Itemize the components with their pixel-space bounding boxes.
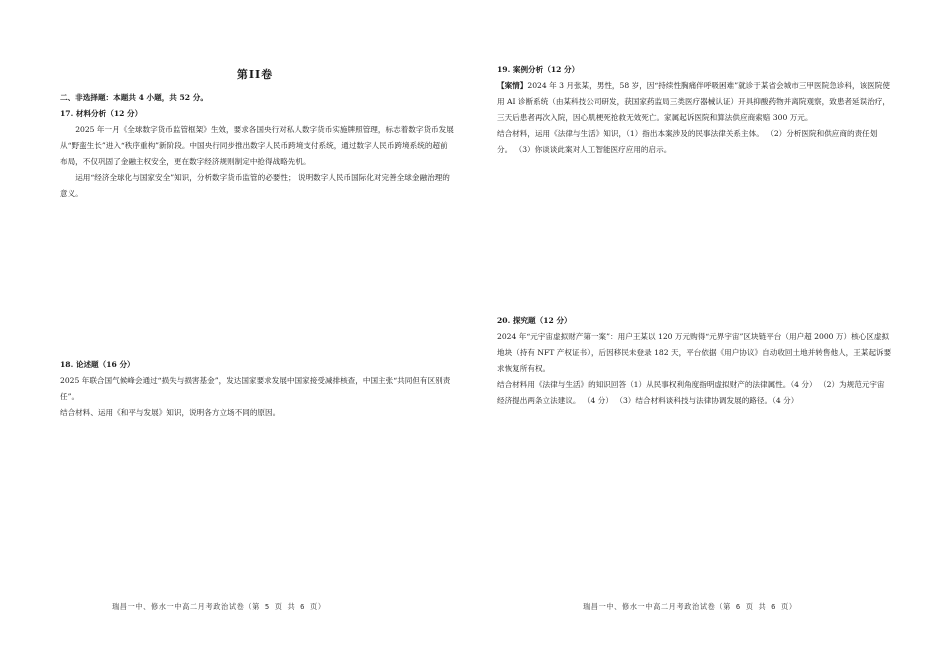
- question-18-heading: 18. 论述题（16 分）: [60, 360, 135, 369]
- question-17-heading: 17. 材料分析（12 分）: [60, 109, 143, 118]
- question-18-material: 2025 年联合国气候峰会通过“损失与损害基金”，发达国家要求发展中国家接受减排核查，中国主张“共同但有区别责任”。: [60, 376, 451, 401]
- question-17-material: 2025 年一月《全球数字货币监管框架》生效，要求各国央行对私人数字货币实施牌照管理，标志着数字货币发展从“野蛮生长”进入“秩序重构”新阶段。中国央行同步推出数字人民币跨境支付系统，通过数字人民币跨境系统的超前布局，不仅巩固了金融主权安全，更在数字经济规则制定中抢得战略先机。: [60, 125, 454, 166]
- question-18-prompt: 结合材料、运用《和平与发展》知识，说明各方立场不同的原因。: [60, 408, 281, 417]
- case-text: 2024 年 3 月张某，男性，58 岁，因“持续性胸痛伴呼吸困难”就诊于某省会城市三甲医院急诊科，该医院使用 AI 诊断系统（由某科技公司研发，获国家药监局三类医疗器械认证）开具抑酸药物并离院观察，致患者延误治疗，三天后患者再次入院，因心肌梗死抢救无效死亡。家属起诉医院和算法供应商索赔 300 万元。: [497, 81, 890, 122]
- question-20-block: [497, 313, 892, 409]
- question-17-prompt: 运用“经济全球化与国家安全”知识，分析数字货币监管的必要性； 说明数字人民币国际化对完善全球金融治理的意义。: [60, 173, 450, 198]
- page-footer-right: 瑞昌一中、修水一中高二月考政治试卷（第 6 页 共 6 页）: [583, 602, 797, 611]
- question-19-case: [497, 78, 892, 126]
- question-18-block: [60, 357, 455, 421]
- volume-title: 第II卷: [236, 68, 274, 81]
- question-20-prompt: 结合材料用《法律与生活》的知识回答（1）从民事权利角度指明虚拟财产的法律属性。（4 分） （2）为规范元宇宙经济提出两条立法建议。 （4 分） （3）结合材料谈科技与法律协调发展的路径。（4 分）: [497, 380, 885, 405]
- section-heading: 二、非选择题：本题共 4 小题，共 52 分。: [60, 93, 208, 102]
- case-label: 【案情】: [497, 81, 528, 90]
- right-page: [475, 0, 950, 658]
- question-19-block: [497, 62, 892, 158]
- question-20-material: 2024 年“元宇宙虚拟财产第一案”：用户王某以 120 万元购得“元界宇宙”区块链平台（用户超 2000 万）核心区虚拟地块（持有 NFT 产权证书），后因移民未登录 182 天，平台依据《用户协议》自动收回土地并转售他人，王某起诉要求恢复所有权。: [497, 332, 892, 373]
- question-19-prompt: 结合材料，运用《法律与生活》知识，（1）指出本案涉及的民事法律关系主体。 （2）分析医院和供应商的责任划分。 （3）你谈谈此案对人工智能医疗应用的启示。: [497, 129, 878, 154]
- question-19-heading: 19. 案例分析（12 分）: [497, 65, 580, 74]
- question-20-heading: 20. 探究题（12 分）: [497, 316, 572, 325]
- page-footer-left: 瑞昌一中、修水一中高二月考政治试卷（第 5 页 共 6 页）: [112, 602, 326, 611]
- question-17-block: [60, 90, 455, 202]
